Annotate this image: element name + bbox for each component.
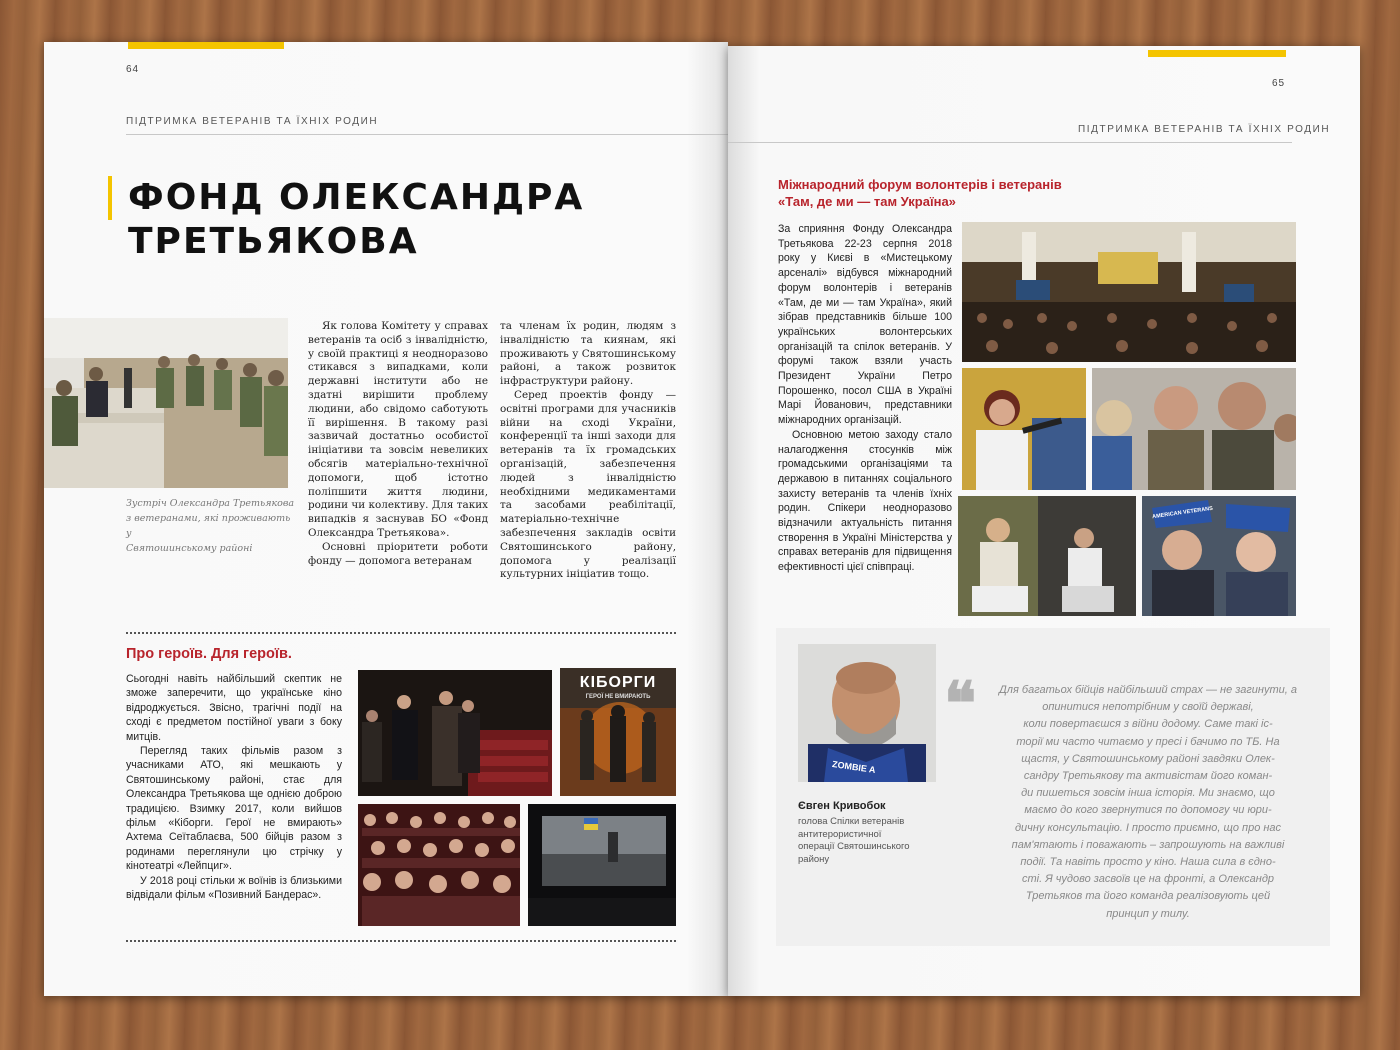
paragraph: Як голова Комітету у справах ветеранів та осіб з інвалідністю, у своїй практиці я неодноразово стикався з випадками, коли державні інститути або не здатні вирішити проблему людини, або свідомо саботують її вирішення. В такому разі зазвичай достатньо особистої ініціативи та зовсім невеликих обсягів матеріально-технічної допомоги, щоб істотно поліпшити життя людини, родини чи колективу. Для таких випадків я заснував БО «Фонд Олександра Третьякова». — [308, 320, 488, 539]
audience-closeup-art — [1092, 368, 1296, 490]
role-line-1: голова Спілки ветеранів — [798, 816, 905, 827]
quote-line: сандру Третьякову та активістам його коман- — [1023, 770, 1273, 783]
role-line-2: антитерористичної — [798, 828, 882, 840]
quote-line: дичну консультацію. І просто приємно, що про нас — [1014, 821, 1282, 834]
paragraph: Основні пріоритети роботи фонду — допомога ветеранам — [308, 540, 488, 567]
audience-closeup-photo — [1092, 368, 1296, 490]
cinema-photo-1-art — [358, 670, 552, 796]
portrait-art — [798, 644, 936, 782]
quote-line: сті. Я чудово засвоїв це на фронті, а Олександр — [1021, 873, 1275, 886]
paragraph: та членам їх родин, людям з інвалідністю та киянам, які проживають у Святошинському районі, а також розвиток інфраструктури району. — [500, 320, 676, 388]
panel-discussion-photo — [958, 496, 1136, 616]
yellow-accent-bar — [1148, 50, 1286, 57]
forum-hall-art — [962, 222, 1296, 362]
caption-line-2: з ветеранами, які проживають у — [126, 513, 291, 539]
quote-line: Для багатьох бійців найбільший страх — не загинути, а опинитися непотрібним у своїй державі, — [999, 684, 1297, 714]
paragraph: Сьогодні навіть найбільший скептик не зможе заперечити, що українське кіно відроджується. Звісно, трагічні події на сході є предметом постійної уваги з боку митців. — [126, 673, 342, 743]
title-accent — [108, 176, 112, 220]
paragraph: Перегляд таких фільмів разом з учасниками АТО, які мешкають у Святошинському районі, стає для Олександра Третьякова ще однією доброю традицією. Взимку 2017, коли вийшов фільм «Кіборги. Герої не вмирають» Ахтема Сеїтаблаєва, 500 бійців разом з родинами переглянули цю стрічку у кінотеатрі «Лейпциг». — [126, 745, 342, 873]
forum-heading — [778, 176, 1062, 210]
person-role — [798, 816, 948, 866]
right-page — [728, 46, 1360, 996]
meeting-photo — [44, 318, 288, 488]
page-number: 64 — [126, 64, 140, 75]
role-line-4: району — [798, 853, 830, 865]
poster-title: КІБОРГИ — [579, 674, 657, 691]
forum-heading-line-1: Міжнародний форум волонтерів і ветеранів — [778, 177, 1062, 192]
cinema-audience-art — [358, 804, 520, 926]
panel-discussion-art — [958, 496, 1136, 616]
quote-line: Третьяков та його команда реалізовують цей — [1025, 890, 1271, 903]
meeting-photo-art — [44, 318, 288, 488]
section-header: ПІДТРИМКА ВЕТЕРАНІВ ТА ЇХНІХ РОДИН — [1078, 124, 1331, 135]
cinema-screen-art — [528, 804, 676, 926]
role-line-3: операції Святошинського — [798, 841, 910, 852]
page-title — [128, 176, 584, 264]
photo-caption — [126, 496, 296, 556]
quote-line: маємо до кого звернутися по допомогу чи юри- — [1024, 804, 1272, 817]
yellow-accent-bar — [128, 42, 284, 49]
veterans-caps-photo — [1142, 496, 1296, 616]
forum-hall-photo — [962, 222, 1296, 362]
title-line-1: ФОНД ОЛЕКСАНДРА — [128, 177, 585, 218]
speaker-art — [962, 368, 1086, 490]
cap-badge-text: AMERICAN VETERANS — [1151, 505, 1214, 521]
shirt-print: ZOMBIE A — [831, 759, 877, 775]
quote-mark-icon: ❝ — [944, 669, 977, 739]
body-column-1 — [308, 320, 488, 568]
header-rule — [126, 134, 728, 135]
quote-line: пам'ятають і поважають – запрошують на важливі — [1011, 838, 1285, 851]
quote-line: принцип у тилу. — [1106, 907, 1190, 920]
quote-text — [990, 682, 1306, 923]
caption-line-3: Святошинському районі — [126, 543, 253, 554]
cinema-photo-1 — [358, 670, 552, 796]
left-page — [44, 42, 728, 996]
quote-line: щастя, у Святошинському районі завдяки Олек- — [1021, 752, 1275, 765]
paragraph: У 2018 році стільки ж воїнів із близькими відвідали фільм «Позивний Бандерас». — [126, 874, 342, 902]
quote-line: торії ми часто читаємо у пресі і бачимо по ТБ. На — [1016, 735, 1280, 748]
title-line-2: ТРЕТЬЯКОВА — [128, 221, 419, 262]
forum-heading-line-2: «Там, де ми — там Україна» — [778, 194, 956, 209]
body-column-2 — [500, 320, 676, 582]
quote-line: коли повертаєшся з війни додому. Саме такі іс- — [1023, 718, 1273, 731]
paragraph: За сприяння Фонду Олександра Третьякова 22-23 серпня 2018 року у Києві в «Мистецькому арсеналі» відбувся міжнародний форум волонтерів і ветеранів «Там, де ми — там Україна», який зібрав представників більше 100 українських волонтерських організацій та спілок ветеранів. У форумі також взяли участь Президент України Петро Порошенко, посол США в Україні Марі Йованович, представники міжнародних організацій. — [778, 223, 952, 427]
forum-text — [778, 222, 952, 575]
cinema-screen-photo — [528, 804, 676, 926]
portrait-photo — [798, 644, 936, 782]
section-header: ПІДТРИМКА ВЕТЕРАНІВ ТА ЇХНІХ РОДИН — [126, 116, 379, 127]
header-rule — [728, 142, 1292, 143]
quote-line: події. Та навіть просто у кіно. Наша сила в єдно- — [1020, 856, 1276, 869]
paragraph: Серед проектів фонду — освітні програми для учасників війни на сході України, конференції та інші заходи для ветеранів та їх громадських організацій, забезпечення людей з інвалідністю необхідними медикаментами та засобами реабілітації, матеріально-технічне забезпечення закладів освіти Святошинського району, допомога у реалізації культурних ініціатив тощо. — [500, 388, 676, 581]
dotted-divider-bottom — [126, 940, 676, 942]
paragraph: Основною метою заходу стало налагодження стосунків між громадськими організаціями та державою в питаннях соціального захисту ветеранів та членів їхніх родин. Спікери неодноразово відзначили актуальність питання створення в Україні Міністерства у справах ветеранів для підвищення ефективності цієї співпраці. — [778, 428, 952, 574]
quote-line: ди пишеться зовсім інша історія. Ми знаємо, що — [1021, 787, 1275, 800]
person-name: Євген Кривобок — [798, 800, 886, 812]
caption-line-1: Зустріч Олександра Третьякова — [126, 498, 295, 509]
page-number: 65 — [1272, 78, 1286, 89]
poster-subtitle: ГЕРОЇ НЕ ВМИРАЮТЬ — [585, 694, 651, 700]
heroes-heading: Про героїв. Для героїв. — [126, 646, 292, 662]
heroes-text — [126, 672, 342, 903]
cinema-audience-photo — [358, 804, 520, 926]
film-poster — [560, 668, 676, 796]
dotted-divider — [126, 632, 676, 634]
speaker-photo — [962, 368, 1086, 490]
